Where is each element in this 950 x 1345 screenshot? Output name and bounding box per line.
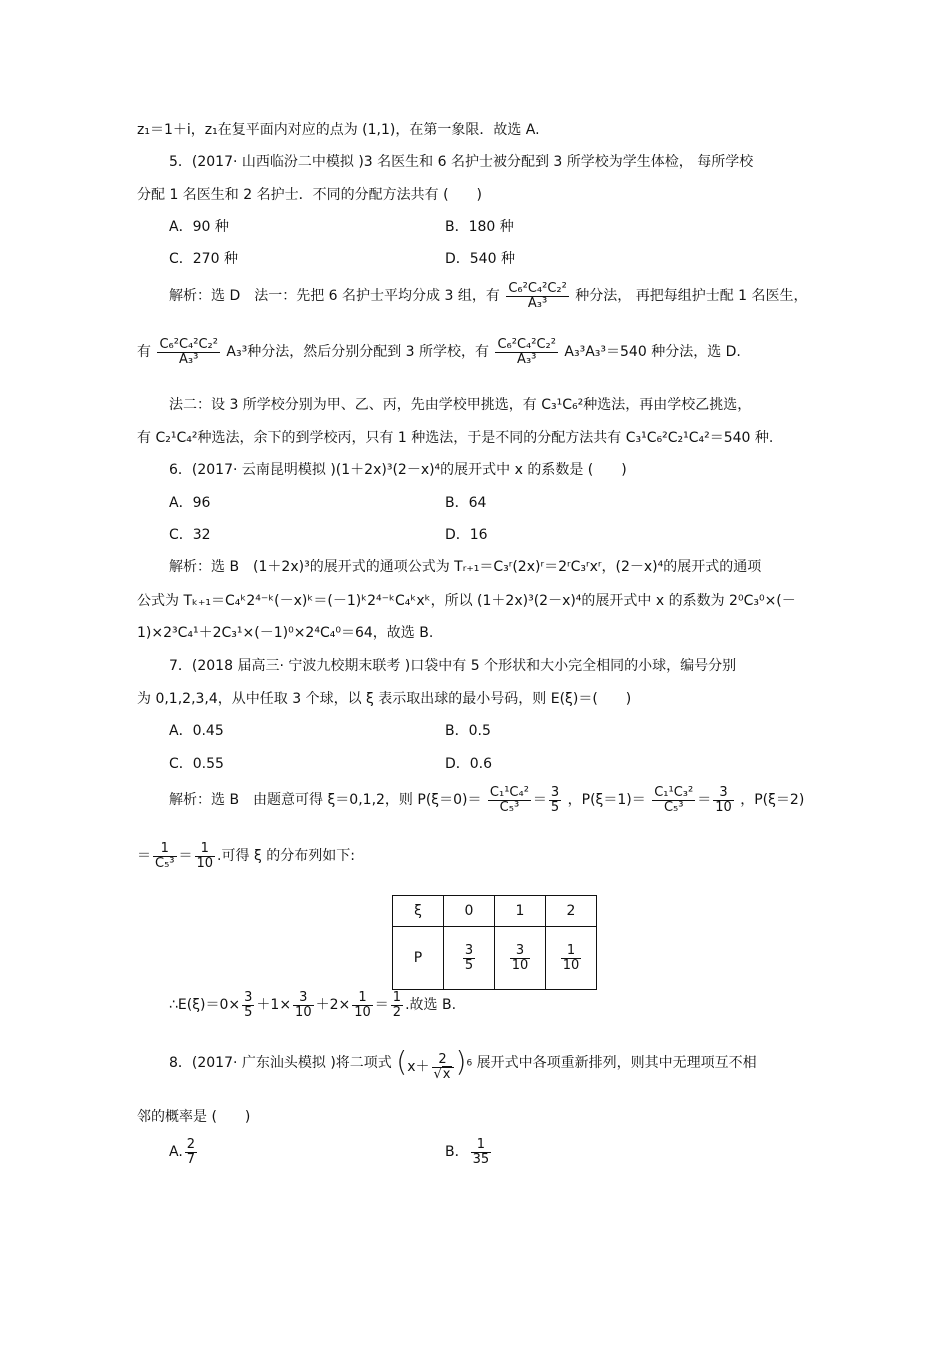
q6-solution-2: 公式为 Tₖ₊₁＝C₄ᵏ2⁴⁻ᵏ(－x)ᵏ＝(－1)ᵏ2⁴⁻ᵏC₄ᵏxᵏ，所以 (1＋2x)³(2－x)⁴的展开式中 x 的系数为 2⁰C₃⁰×(－ [137, 593, 796, 609]
q7-stem-2: 为 0,1,2,3,4，从中任取 3 个球，以 ξ 表示取出球的最小号码，则 E(ξ)＝( ) [137, 691, 632, 707]
binomial-exponent: 6 [466, 1058, 473, 1069]
q8-stem-1 [169, 1045, 757, 1081]
table-cell-label: P [393, 927, 444, 990]
q5-sol1-text-b: 种分法， 再把每组护士配 1 名医生， [575, 288, 808, 305]
q8-stem-2: 邻的概率是 ( ) [137, 1109, 251, 1125]
q5-solution-4: 有 C₂¹C₄²种选法，余下的到学校丙，只有 1 种选法，于是不同的分配方法共有 C₃¹C₆²C₂¹C₄²＝540 种. [137, 430, 774, 446]
q7-stem-1: 7．(2018 届高三· 宁波九校期末联考 )口袋中有 5 个形状和大小完全相同的小球，编号分别 [169, 658, 737, 674]
q7-option-a: A．0.45 [169, 723, 224, 739]
table-header-cell: ξ [393, 896, 444, 927]
q7-frac-1: $\frac{\text{C₁¹C₄²}}{\text{C₅³}}$ [489, 785, 529, 815]
q6-option-a: A．96 [169, 495, 211, 511]
q5-option-b: B．180 种 [445, 219, 514, 235]
q6-option-d: D．16 [445, 527, 488, 543]
table-cell: $\frac{3}{10}$ [495, 927, 546, 990]
q7-expectation [169, 991, 456, 1019]
table-header-cell: 0 [444, 896, 495, 927]
q5-solution-3: 法二：设 3 所学校分别为甲、乙、丙，先由学校甲挑选，有 C₃¹C₆²种选法，再由学校乙挑选， [169, 397, 752, 413]
q7-sol1-text-a: 解析：选 B 由题意可得 ξ＝0,1,2，则 P(ξ＝0)＝ [169, 792, 482, 809]
q8-option-a-frac: $\frac{2}{7}$ [186, 1137, 196, 1167]
table-row [393, 927, 597, 990]
q7-exp-frac-3: $\frac{1}{10}$ [354, 990, 371, 1020]
q7-option-b: B．0.5 [445, 723, 491, 739]
q5-fraction-3: $\frac{\text{C₆²C₄²C₂²}}{\text{A₃³}}$ [497, 337, 556, 367]
q8-option-b-frac: $\frac{1}{35}$ [472, 1137, 490, 1167]
q7-exp-text-a: ∴E(ξ)＝0× [169, 997, 241, 1014]
q5-sol2-text-b: A₃³种分法，然后分别分配到 3 所学校，有 [226, 344, 490, 361]
q7-frac-4: $\frac{3}{10}$ [715, 785, 732, 815]
q8-option-a [169, 1138, 199, 1166]
q5-solution-1 [169, 282, 808, 310]
q7-frac-2: $\frac{3}{5}$ [550, 785, 560, 815]
q5-option-c: C．270 种 [169, 251, 238, 267]
q7-exp-frac-4: $\frac{1}{2}$ [392, 990, 402, 1020]
q5-sol2-text-c: A₃³A₃³＝540 种分法，选 D. [564, 344, 741, 361]
q5-option-d: D．540 种 [445, 251, 515, 267]
q7-solution-2: ＝ $\frac{1}{\text{C₅³}}$ ＝ $\frac{1}{10}$ .可得 ξ 的分布列如下: [137, 841, 355, 871]
q5-fraction-2: $\frac{\text{C₆²C₄²C₂²}}{\text{A₃³}}$ [159, 337, 218, 367]
q7-exp-frac-2: $\frac{3}{10}$ [295, 990, 312, 1020]
q6-solution-1: 解析：选 B (1＋2x)³的展开式的通项公式为 Tᵣ₊₁＝C₃ʳ(2x)ʳ＝2ʳC₃ʳxʳ，(2－x)⁴的展开式的通项 [169, 559, 762, 575]
q5-solution-2 [137, 338, 741, 366]
q7-option-c: C．0.55 [169, 756, 224, 772]
binomial-x: x＋ [407, 1059, 430, 1075]
distribution-table [392, 895, 597, 990]
q6-option-b: B．64 [445, 495, 487, 511]
q5-fraction: $\frac{\text{C₆²C₄²C₂²}}{\text{A₃³}}$ [508, 281, 567, 311]
top-line: z₁＝1＋i，z₁在复平面内对应的点为 (1,1)，在第一象限．故选 A. [137, 122, 540, 138]
q6-solution-3: 1)×2³C₄¹＋2C₃¹×(－1)⁰×2⁴C₄⁰＝64，故选 B. [137, 625, 434, 641]
q8-stem-text-a: 8．(2017· 广东汕头模拟 )将二项式 [169, 1055, 392, 1072]
q5-option-a: A．90 种 [169, 219, 229, 235]
q8-option-b [445, 1138, 493, 1166]
table-cell: $\frac{1}{10}$ [546, 927, 597, 990]
q7-exp-text-b: ＋1× [256, 997, 292, 1014]
q6-stem: 6．(2017· 云南昆明模拟 )(1＋2x)³(2－x)⁴的展开式中 x 的系数是 ( ) [169, 462, 627, 478]
table-row [393, 896, 597, 927]
q7-frac-3: $\frac{\text{C₁¹C₃²}}{\text{C₅³}}$ [654, 785, 694, 815]
binomial-expression: (x＋ $\frac{2}{√x}$ )$^6$ [396, 1045, 473, 1082]
q7-exp-text-c: ＋2× [315, 997, 351, 1014]
q7-exp-text-d: ＝ [374, 997, 389, 1014]
q7-option-d: D．0.6 [445, 756, 493, 772]
table-cell: $\frac{3}{5}$ [444, 927, 495, 990]
q7-sol2-text-a: ＝ [137, 848, 151, 865]
table-header-cell: 2 [546, 896, 597, 927]
q7-sol1-text-c: ，P(ξ＝2) [740, 792, 805, 809]
q7-frac-6: $\frac{1}{10}$ [196, 841, 214, 871]
q5-sol1-text-a: 解析：选 D 法一：先把 6 名护士平均分成 3 组，有 [169, 288, 500, 305]
q7-exp-frac-1: $\frac{3}{5}$ [244, 990, 253, 1020]
q5-stem-2: 分配 1 名医生和 2 名护士．不同的分配方法共有 ( ) [137, 187, 482, 203]
table-header-cell: 1 [495, 896, 546, 927]
binomial-fraction: $\frac{2}{√x}$ [432, 1053, 454, 1081]
q6-option-c: C．32 [169, 527, 211, 543]
q7-frac-5: $\frac{1}{\text{C₅³}}$ [155, 841, 175, 871]
q5-stem-1: 5．(2017· 山西临汾二中模拟 )3 名医生和 6 名护士被分配到 3 所学校为学生体检， 每所学校 [169, 154, 754, 170]
q7-sol2-text-b: .可得 ξ 的分布列如下: [217, 848, 355, 865]
q7-exp-text-e: .故选 B. [405, 997, 457, 1014]
q5-sol2-text-a: 有 [137, 344, 151, 361]
q7-solution-1: 解析：选 B 由题意可得 ξ＝0,1,2，则 P(ξ＝0)＝ $\frac{\text{C₁¹C₄²}}{\text{C₅³}}$ ＝ $\frac{3}{5}$ ，P(ξ＝1)＝ $\frac{\text{C₁¹C₃²}}{\text{C₅³}}$ ＝ $\frac{3}{10}$ ，P(ξ＝2) [169, 785, 805, 815]
q8-stem-text-b: 展开式中各项重新排列，则其中无理项互不相 [476, 1055, 757, 1072]
q7-sol1-text-b: ，P(ξ＝1)＝ [567, 792, 646, 809]
q8-option-b-label: B． [445, 1144, 469, 1161]
q8-option-a-label: A. [169, 1144, 183, 1161]
